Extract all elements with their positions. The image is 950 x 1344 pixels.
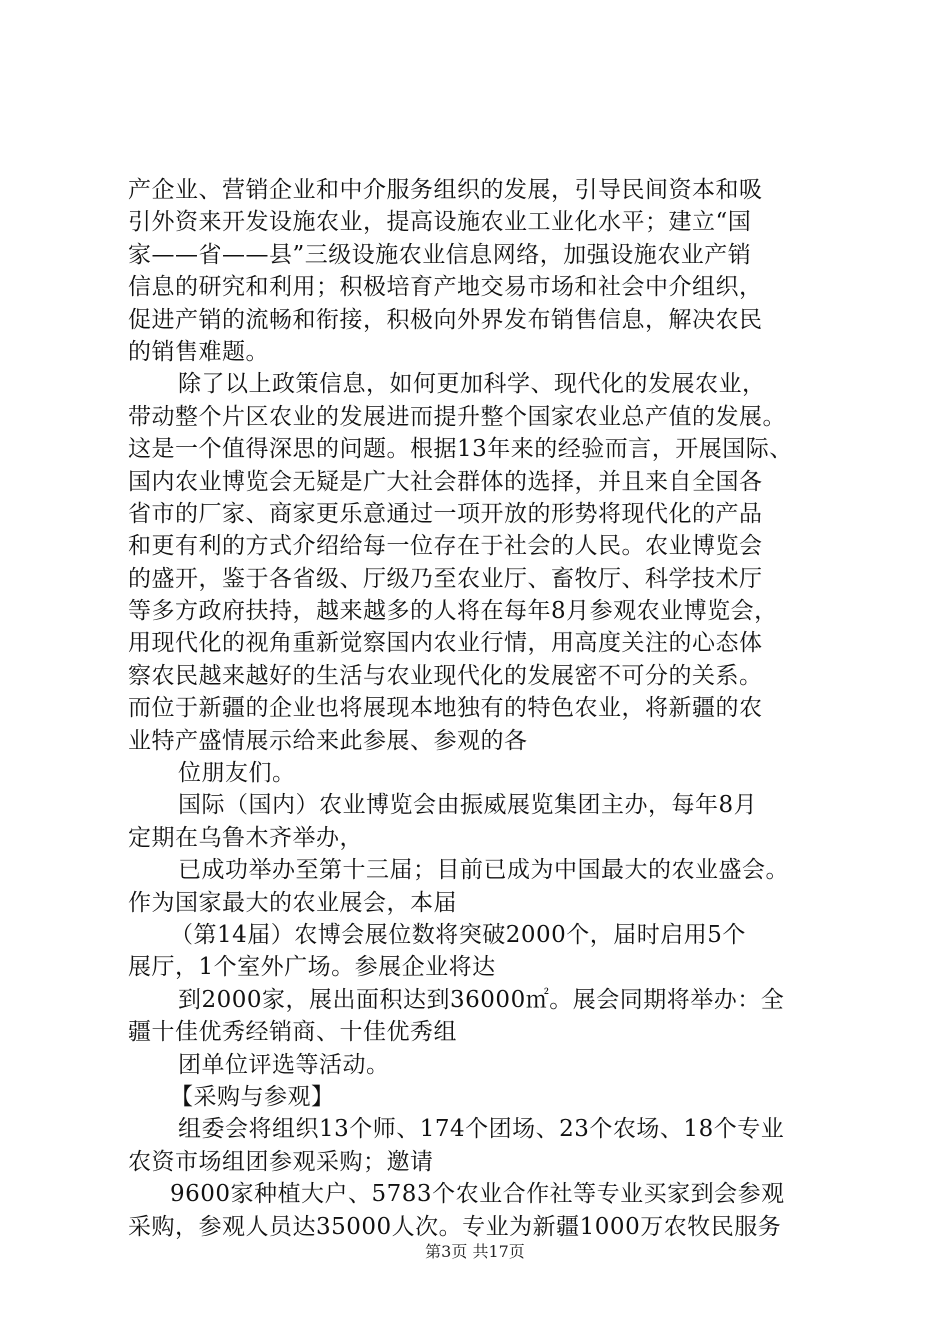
text-line: 引外资来开发设施农业，提高设施农业工业化水平；建立“国 bbox=[128, 209, 752, 236]
paragraph-start-line: 国际（国内）农业博览会由振威展览集团主办，每年8月 bbox=[178, 792, 758, 819]
text-line: 农资市场组团参观采购；邀请 bbox=[128, 1148, 434, 1175]
text-line: 展厅，1个室外广场。参展企业将达 bbox=[128, 954, 496, 981]
text-line: 家——省——县”三级设施农业信息网络，加强设施农业产销 bbox=[128, 241, 752, 268]
paragraph-start-line: 团单位评选等活动。 bbox=[178, 1051, 390, 1078]
text-line: 疆十佳优秀经销商、十佳优秀组 bbox=[128, 1019, 457, 1046]
text-line: 用现代化的视角重新觉察国内农业行情，用高度关注的心态体 bbox=[128, 630, 763, 657]
page-footer bbox=[0, 1242, 950, 1262]
paragraph-start-line: 到2000家，展出面积达到36000㎡。展会同期将举办：全 bbox=[178, 986, 785, 1013]
paragraph-start-line: 组委会将组织13个师、174个团场、23个农场、18个专业 bbox=[178, 1116, 785, 1143]
text-line: 而位于新疆的企业也将展现本地独有的特色农业，将新疆的农 bbox=[128, 695, 763, 722]
text-line: 的销售难题。 bbox=[128, 338, 269, 365]
text-line: 省市的厂家、商家更乐意通过一项开放的形势将现代化的产品 bbox=[128, 500, 763, 527]
paragraph-start-line: 9600家种植大户、5783个农业合作社等专业买家到会参观 bbox=[170, 1181, 785, 1208]
text-line: 作为国家最大的农业展会，本届 bbox=[128, 889, 457, 916]
text-line: 察农民越来越好的生活与农业现代化的发展密不可分的关系。 bbox=[128, 662, 763, 689]
text-line: 业特产盛情展示给来此参展、参观的各 bbox=[128, 727, 528, 754]
document-body bbox=[128, 174, 833, 1243]
section-heading: 【采购与参观】 bbox=[170, 1083, 335, 1110]
text-line: 促进产销的流畅和衔接，积极向外界发布销售信息，解决农民 bbox=[128, 306, 763, 333]
paragraph-start-line: 除了以上政策信息，如何更加科学、现代化的发展农业， bbox=[178, 371, 766, 398]
paragraph-start-line: 已成功举办至第十三届；目前已成为中国最大的农业盛会。 bbox=[178, 857, 789, 884]
paragraph-start-line: （第14届）农博会展位数将突破2000个，届时启用5个 bbox=[170, 921, 746, 948]
text-line: 这是一个值得深思的问题。根据13年来的经验而言，开展国际、 bbox=[128, 436, 793, 463]
text-line: 定期在乌鲁木齐举办， bbox=[128, 824, 363, 851]
text-line: 的盛开，鉴于各省级、厅级乃至农业厅、畜牧厅、科学技术厅 bbox=[128, 565, 763, 592]
paragraph-start-line: 位朋友们。 bbox=[178, 760, 296, 787]
text-line: 国内农业博览会无疑是广大社会群体的选择，并且来自全国各 bbox=[128, 468, 763, 495]
text-line: 信息的研究和利用；积极培育产地交易市场和社会中介组织， bbox=[128, 274, 763, 301]
text-line: 等多方政府扶持，越来越多的人将在每年8月参观农业博览会， bbox=[128, 598, 778, 625]
text-line: 采购，参观人员达35000人次。专业为新疆1000万农牧民服务 bbox=[128, 1213, 782, 1240]
page-number-label: 第3页 共17页 bbox=[425, 1242, 525, 1261]
text-line: 和更有利的方式介绍给每一位存在于社会的人民。农业博览会 bbox=[128, 533, 763, 560]
text-line: 产企业、营销企业和中介服务组织的发展，引导民间资本和吸 bbox=[128, 177, 763, 203]
text-line: 带动整个片区农业的发展进而提升整个国家农业总产值的发展。 bbox=[128, 403, 786, 430]
